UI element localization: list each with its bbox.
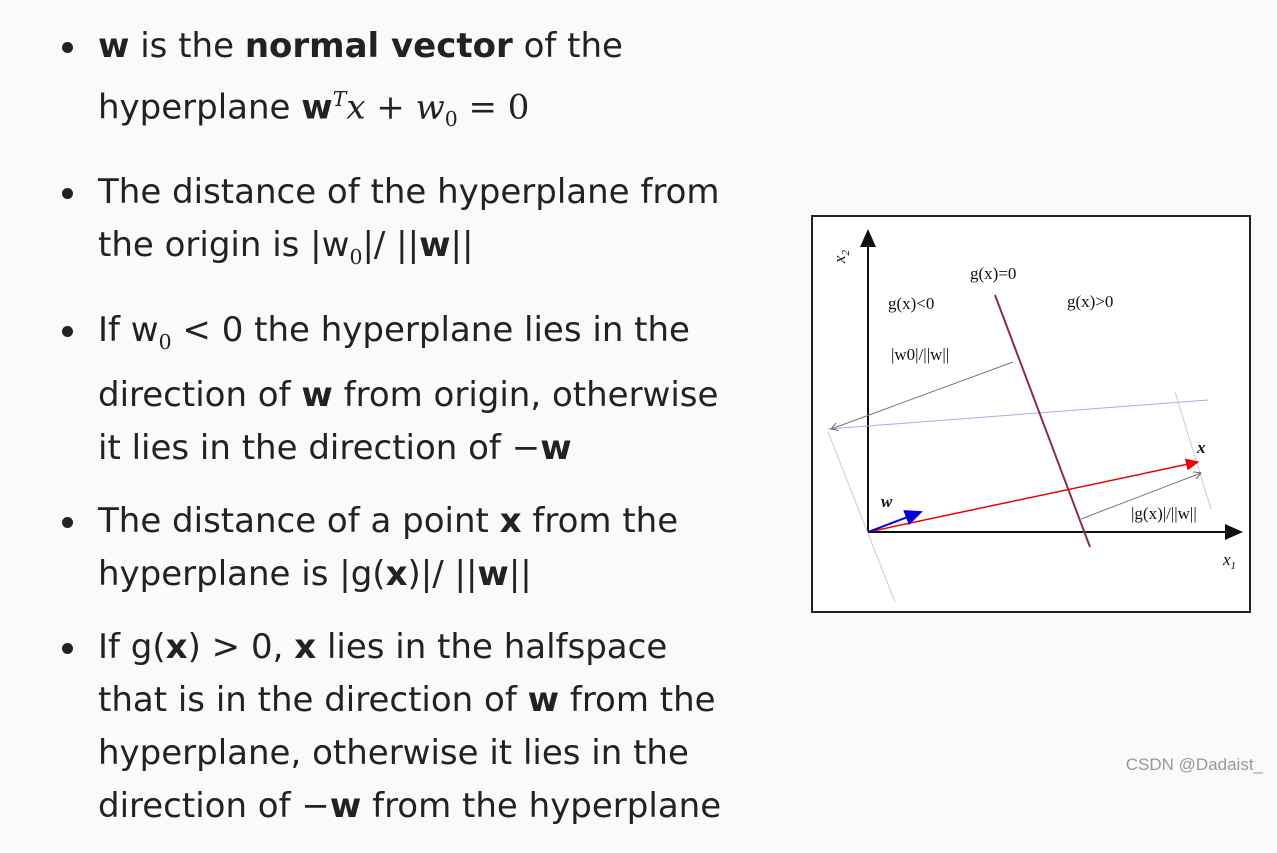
bold-w: w — [301, 87, 333, 128]
hyperplane-figure — [811, 215, 1251, 613]
bold-w: w — [527, 679, 560, 720]
bullet-list — [58, 20, 738, 853]
bullet-normal-vector — [58, 20, 738, 146]
guide-line — [828, 432, 895, 602]
text: from the hyperplane is |g( — [98, 500, 679, 594]
w-label: w — [881, 492, 893, 511]
bold-w: w — [301, 374, 333, 415]
superscript-t: T — [332, 87, 347, 111]
text: If w — [98, 309, 159, 350]
bullet-dot — [62, 42, 73, 53]
w0-distance-label: |w0|/||w|| — [891, 345, 950, 364]
math-text: = 0 — [457, 87, 530, 128]
bold-x: x — [499, 500, 522, 541]
subscript-0: 0 — [444, 107, 458, 132]
watermark: CSDN @Dadaist_ — [1125, 755, 1263, 774]
text: from the hyperplane, otherwise it lies in the direction of − — [98, 679, 716, 826]
bullet-dot — [62, 326, 73, 337]
x2-label: $x_2$ — [830, 249, 852, 263]
x-label: x — [1197, 438, 1206, 457]
bold-w: w — [540, 427, 572, 468]
bullet-dot — [62, 643, 73, 654]
bold-w: w — [419, 225, 451, 266]
text: of the hyperplane — [98, 26, 623, 128]
math-text: x + w — [346, 87, 445, 128]
bold-x: x — [294, 626, 317, 667]
bullet-distance-point — [58, 495, 738, 601]
bold-w: w — [98, 26, 130, 66]
math-text: || — [508, 553, 532, 594]
bullet-w0-negative — [58, 304, 738, 475]
text: is the — [129, 26, 245, 66]
bold-w: w — [477, 553, 509, 594]
text: The distance of the hyperplane from the origin is |w — [98, 172, 720, 266]
math-text: )|/ || — [407, 553, 478, 594]
bold-x: x — [165, 626, 188, 667]
bold-normal-vector: normal vector — [244, 26, 513, 66]
g-negative-label: g(x)<0 — [888, 294, 935, 313]
bullet-halfspace — [58, 621, 738, 833]
bullet-dot — [62, 517, 73, 528]
bullet-distance-origin — [58, 166, 738, 284]
bold-w: w — [329, 785, 362, 826]
text: from origin, otherwise it lies in the direction of − — [98, 374, 719, 468]
g-zero-label: g(x)=0 — [970, 264, 1017, 283]
g-distance-label: |g(x)|/||w|| — [1131, 504, 1197, 523]
text: If g( — [98, 626, 166, 667]
subscript-0: 0 — [158, 329, 172, 354]
guide-line — [1175, 392, 1211, 509]
normal-line — [828, 400, 1208, 429]
w0-distance-arrow — [831, 362, 1013, 429]
text: from the hyperplane — [361, 785, 722, 826]
x1-label: $x_1$ — [1223, 550, 1237, 572]
hyperplane-diagram — [813, 217, 1249, 611]
math-text: || — [450, 225, 474, 266]
text: < 0 the hyperplane lies in the direction of — [98, 309, 690, 415]
bullet-dot — [62, 188, 73, 199]
subscript-0: 0 — [349, 244, 363, 269]
math-text: |/ || — [362, 225, 420, 266]
text: ) > 0, — [187, 626, 295, 667]
g-positive-label: g(x)>0 — [1067, 292, 1114, 311]
text: The distance of a point — [98, 500, 500, 541]
bold-x: x — [385, 553, 408, 594]
text: lies in the halfspace that is in the direction of — [98, 626, 668, 720]
hyperplane-line — [995, 295, 1090, 547]
